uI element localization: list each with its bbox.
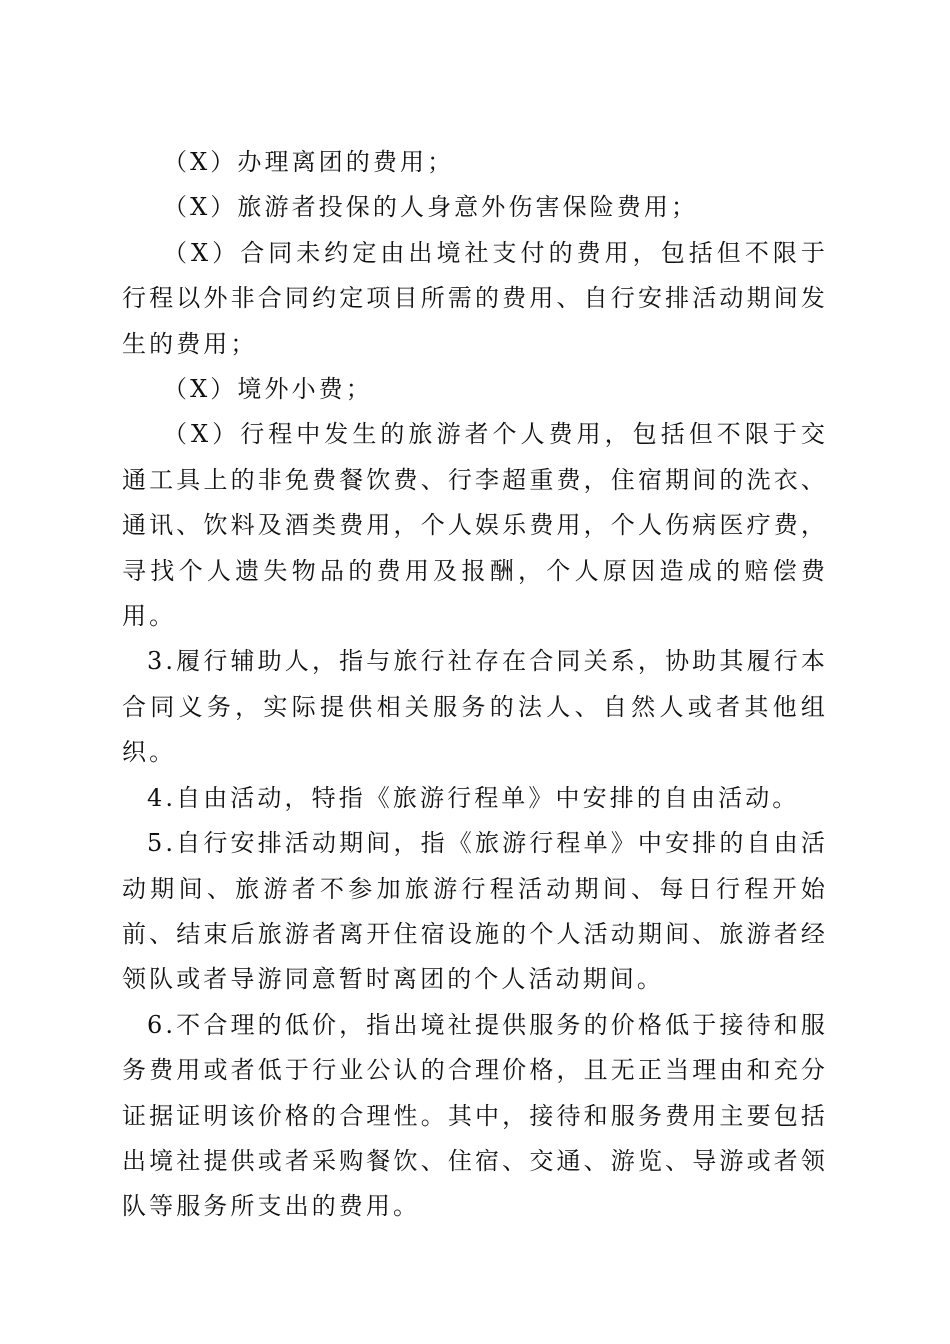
definition-3-auxiliary: 3.履行辅助人，指与旅行社存在合同关系，协助其履行本合同义务，实际提供相关服务的法人、自然人或者其他组织。 xyxy=(122,647,828,767)
expense-item-unagreed: （X）合同未约定由出境社支付的费用，包括但不限于行程以外非合同约定项目所需的费用、自行安排活动期间发生的费用； xyxy=(122,238,828,358)
expense-item-personal: （X）行程中发生的旅游者个人费用，包括但不限于交通工具上的非免费餐饮费、行李超重费，住宿期间的洗衣、通讯、饮料及酒类费用，个人娱乐费用，个人伤病医疗费，寻找个人遗失物品的费用及报酬，个人原因造成的赔偿费用。 xyxy=(122,420,828,631)
expense-item-tips: （X）境外小费； xyxy=(163,375,373,404)
definition-4-free-activity: 4.自由活动，特指《旅游行程单》中安排的自由活动。 xyxy=(147,783,800,812)
definition-5-self-arranged: 5.自行安排活动期间，指《旅游行程单》中安排的自由活动期间、旅游者不参加旅游行程活动期间、每日行程开始前、结束后旅游者离开住宿设施的个人活动期间、旅游者经领队或者导游同意暂时离团的个人活动期间。 xyxy=(122,829,828,994)
expense-item-leave-group: （X）办理离团的费用； xyxy=(163,148,455,176)
document-body xyxy=(122,140,828,1230)
definition-6-low-price: 6.不合理的低价，指出境社提供服务的价格低于接待和服务费用或者低于行业公认的合理价格，且无正当理由和充分证据证明该价格的合理性。其中，接待和服务费用主要包括出境社提供或者采购餐饮、住宿、交通、游览、导游或者领队等服务所支出的费用。 xyxy=(122,1010,828,1221)
expense-item-insurance: （X）旅游者投保的人身意外伤害保险费用； xyxy=(163,193,699,222)
